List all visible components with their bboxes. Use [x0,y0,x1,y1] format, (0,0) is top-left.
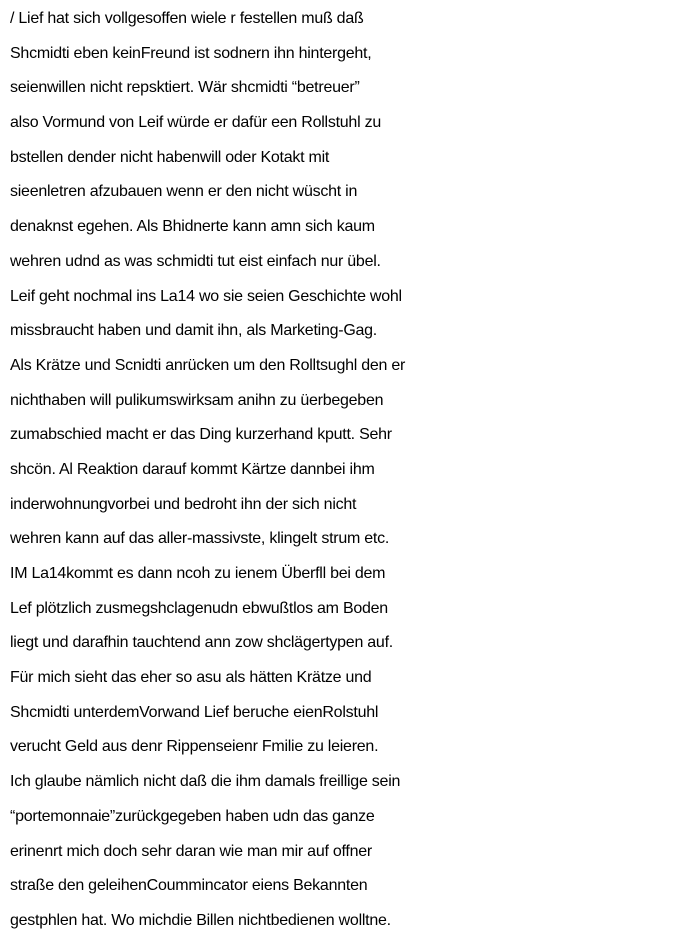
text-line: Shcmidti unterdemVorwand Lief beruche eienRolstuhl [10,703,379,721]
text-line: sieenletren afzubauen wenn er den nicht wüscht in [10,183,358,201]
text-line: also Vormund von Leif würde er dafür een Rollstuhl zu [10,114,381,132]
text-line: nichthaben will pulikumswirksam anihn zu üerbegeben [10,391,384,409]
text-line: liegt und darafhin tauchtend ann zow shclägertypen auf. [10,634,393,652]
text-line: IM La14kommt es dann ncoh zu ienem Überfll bei dem [10,565,386,582]
text-line: erinenrt mich doch sehr daran wie man mir auf offner [10,842,372,860]
text-line: gestphlen hat. Wo michdie Billen nichtbedienen wolltne. [10,911,391,929]
text-line: Ich glaube nämlich nicht daß die ihm damals freillige sein [10,773,401,791]
text-line: Für mich sieht das eher so asu als hätten Krätze und [10,669,372,687]
text-line: wehren udnd as was schmidti tut eist einfach nur übel. [10,252,381,270]
text-line: Als Krätze und Scnidti anrücken um den Rolltsughl den er [10,356,406,374]
text-line: / Lief hat sich vollgesoffen wiele r festellen muß daß [10,10,364,27]
text-line: inderwohnungvorbei und bedroht ihn der sich nicht [10,495,357,513]
text-line: zumabschied macht er das Ding kurzerhand kputt. Sehr [10,426,392,444]
text-line: wehren kann auf das aller-massivste, klingelt strum etc. [10,530,390,548]
text-line: missbraucht haben und damit ihn, als Marketing-Gag. [10,322,377,340]
text-line: Shcmidti eben keinFreund ist sodnern ihn hintergeht, [10,44,372,62]
text-line: denaknst egehen. Als Bhidnerte kann amn sich kaum [10,218,375,236]
text-line: bstellen dender nicht habenwill oder Kotakt mit [10,148,330,166]
body-text [10,2,682,939]
text-line: Leif geht nochmal ins La14 wo sie seien Geschichte wohl [10,287,402,305]
text-line: verucht Geld aus denr Rippenseienr Fmilie zu leieren. [10,738,379,756]
text-line: seienwillen nicht repsktiert. Wär shcmidti “betreuer” [10,79,360,97]
text-line: “portemonnaie”zurückgegeben haben udn das ganze [10,807,375,825]
text-line: shcön. Al Reaktion darauf kommt Kärtze dannbei ihm [10,460,375,478]
text-line: Lef plötzlich zusmegshclagenudn ebwußtlos am Boden [10,599,388,617]
text-line: straße den geleihenCoummincator eiens Bekannten [10,877,368,895]
